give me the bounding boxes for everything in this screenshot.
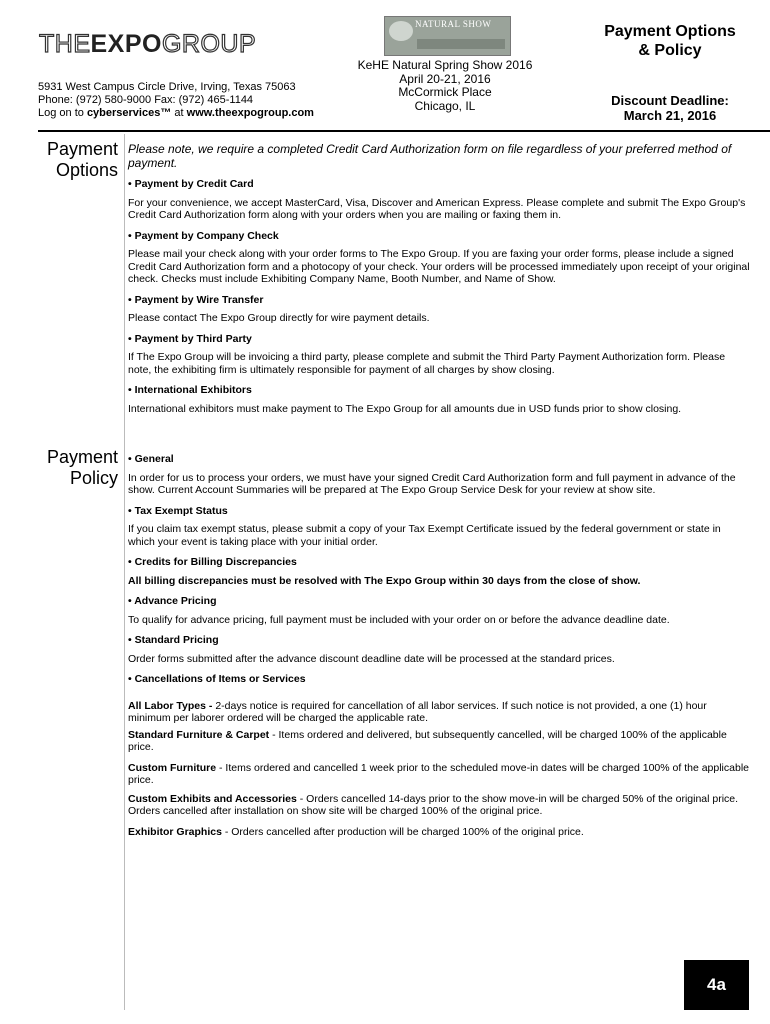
page-number: 4a (684, 960, 749, 1010)
phone-fax-line: Phone: (972) 580-9000 Fax: (972) 465-1144 (38, 94, 254, 106)
option-credit-card: • Payment by Credit Card For your convenience, we accept MasterCard, Visa, Discover and American Express. Please complete and submit The Expo Group's Credit Card Authorization form along with your orders when you are mailing or faxing them in. (128, 178, 746, 221)
option-company-check: • Payment by Company Check Please mail your check along with your order forms to The Expo Group. If you are faxing your order forms, please include a signed Credit Card Authorization form and a photocopy of your check. Your orders will be processed immediately upon receipt of your original check. Checks must include Exhibiting Company Name, Booth Number, and Name of Show. (128, 229, 750, 285)
company-address (38, 81, 314, 120)
column-divider (124, 134, 125, 1010)
payment-options-section (128, 142, 750, 415)
option-international: • International Exhibitors International exhibitors must make payment to The Expo Group for all amounts due in USD funds prior to show closing. (128, 384, 682, 415)
show-logo-emblem (389, 21, 413, 41)
policy-tax-exempt: • Tax Exempt Status If you claim tax exempt status, please submit a copy of your Tax Exempt Certificate issued by the federal government or state in which your event is taking place with your initial order. (128, 504, 721, 548)
show-dates: April 20-21, 2016 (399, 71, 491, 86)
show-info (330, 59, 560, 113)
option-third-party: • Payment by Third Party If The Expo Group will be invoicing a third party, please complete and submit the Third Party Payment Authorization form. Please note, the exhibiting firm is ultimately responsible for payment of all charges by show closing. (128, 332, 726, 376)
cancellation-labor: All Labor Types - 2-days notice is required for cancellation of all labor services. If such notice is not provided, a one (1) hour minimum per laborer ordered will be charged the applicable rate. (128, 699, 707, 724)
show-logo-band (417, 39, 505, 49)
policy-advance-pricing: • Advance Pricing To qualify for advance pricing, full payment must be included with your order on or before the advance deadline date. (128, 595, 670, 626)
natural-show-logo (384, 16, 511, 56)
cancellation-standard-furniture: Standard Furniture & Carpet - Items ordered and delivered, but subsequently cancelled, will be charged 100% of the applicable price. (128, 728, 727, 753)
logo-text-expo: EXPO (90, 30, 162, 58)
logo-text-group: GROUP (161, 30, 257, 58)
option-wire-transfer: • Payment by Wire Transfer Please contact The Expo Group directly for wire payment details. (128, 293, 430, 324)
policy-general: • General In order for us to process your orders, we must have your signed Credit Card Authorization form and full payment in advance of the show. Current Account Summaries will be prepared at The Expo Group Service Desk for your review at show site. (128, 453, 736, 496)
website-line: Log on to cyberservices™ at www.theexpogroup.com (38, 107, 314, 119)
show-venue: McCormick Place (398, 85, 492, 99)
expo-group-logo (39, 30, 256, 58)
logo-text-the: THE (39, 30, 91, 58)
payment-options-heading: Payment Options (46, 139, 118, 180)
show-city: Chicago, IL (414, 98, 476, 113)
show-logo-text: NATURAL SHOW (415, 19, 492, 29)
page-title: Payment Options & Policy (604, 23, 736, 59)
address-line: 5931 West Campus Circle Drive, Irving, Texas 75063 (38, 81, 296, 93)
cancellation-custom-exhibits: Custom Exhibits and Accessories - Orders cancelled 14-days prior to the show move-in will be charged 50% of the original price. Orders cancelled after installation on show site will be charged 100% of the original price. (128, 792, 739, 817)
discount-deadline: Discount Deadline: March 21, 2016 (611, 93, 729, 123)
policy-standard-pricing: • Standard Pricing Order forms submitted after the advance discount deadline date will be processed at the standard prices. (128, 634, 615, 665)
cancellation-custom-furniture: Custom Furniture - Items ordered and cancelled 1 week prior to the scheduled move-in dates will be charged 100% of the applicable price. (128, 761, 749, 786)
payment-policy-heading: Payment Policy (46, 447, 118, 488)
cancellation-exhibitor-graphics: Exhibitor Graphics - Orders cancelled after production will be charged 100% of the original price. (128, 825, 584, 838)
policy-billing-discrepancies: • Credits for Billing Discrepancies All billing discrepancies must be resolved with The Expo Group within 30 days from the close of show. (128, 556, 641, 587)
options-intro: Please note, we require a completed Credit Card Authorization form on file regardless of your preferred method of payment. (128, 142, 732, 170)
policy-cancellations: • Cancellations of Items or Services (128, 673, 306, 685)
header-divider (38, 130, 770, 132)
show-name: KeHE Natural Spring Show 2016 (357, 58, 533, 72)
payment-policy-section (128, 453, 750, 838)
